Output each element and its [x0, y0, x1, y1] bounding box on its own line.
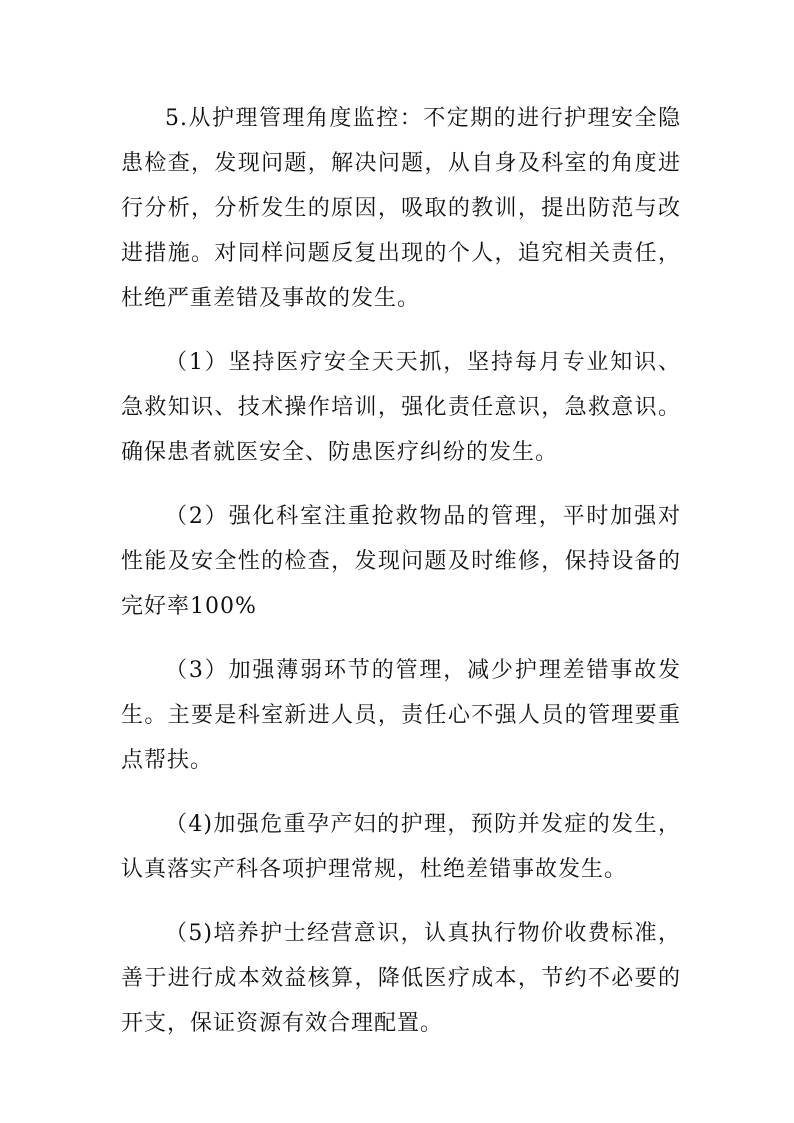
- document-body: [121, 96, 681, 1065]
- paragraph-item-1-medical-safety: （1）坚持医疗安全天天抓，坚持每月专业知识、急救知识、技术操作培训，强化责任意识，急救意识。确保患者就医安全、防患医疗纠纷的发生。: [121, 350, 681, 465]
- paragraph-item-4-critical-maternal-care: （4)加强危重孕产妇的护理，预防并发症的发生，认真落实产科各项护理常规，杜绝差错事故发生。: [121, 812, 681, 882]
- paragraph-item-3-weak-links: （3）加强薄弱环节的管理，减少护理差错事故发生。主要是科室新进人员，责任心不强人员的管理要重点帮扶。: [121, 658, 681, 773]
- paragraph-item-2-rescue-equipment: （2）强化科室注重抢救物品的管理，平时加强对性能及安全性的检查，发现问题及时维修，保持设备的完好率100%: [121, 504, 681, 619]
- paragraph-item-5-cost-awareness: （5)培养护士经营意识，认真执行物价收费标准，善于进行成本效益核算，降低医疗成本，节约不必要的开支，保证资源有效合理配置。: [121, 921, 681, 1036]
- paragraph-nursing-management-monitoring: 5.从护理管理角度监控：不定期的进行护理安全隐患检查，发现问题，解决问题，从自身及科室的角度进行分析，分析发生的原因，吸取的教训，提出防范与改进措施。对同样问题反复出现的个人，追究相关责任，杜绝严重差错及事故的发生。: [121, 106, 681, 311]
